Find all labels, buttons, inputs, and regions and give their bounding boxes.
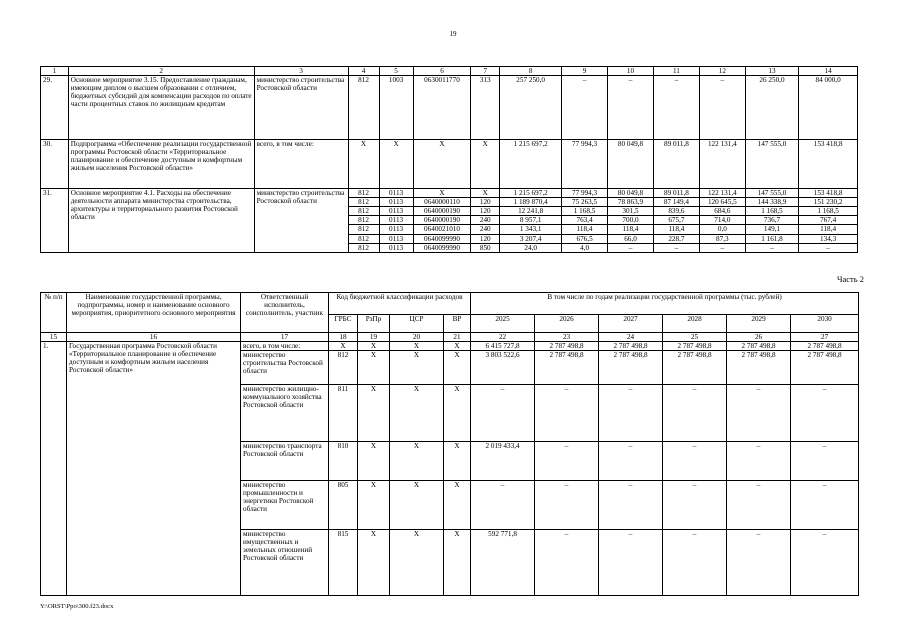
cell-value: 257 250,0 xyxy=(500,76,562,140)
col-number: 17 xyxy=(241,333,329,342)
cell-value: 120 xyxy=(471,198,500,207)
cell-value: 676,5 xyxy=(562,234,608,243)
header-num: № п/п xyxy=(41,293,67,333)
header-year: 2028 xyxy=(663,315,727,333)
cell-value: 1 168,5 xyxy=(799,207,858,216)
cell-value: X xyxy=(390,342,444,351)
cell-value: – xyxy=(727,385,791,442)
cell-value: X xyxy=(444,481,471,530)
part-label: Часть 2 xyxy=(836,274,864,284)
table-row xyxy=(41,140,858,189)
cell-value: 3 207,4 xyxy=(500,234,562,243)
header-year: 2029 xyxy=(727,315,791,333)
cell-value: X xyxy=(444,351,471,385)
cell-value: 87 149,4 xyxy=(653,198,699,207)
cell-value: X xyxy=(379,140,413,189)
col-number: 7 xyxy=(471,67,500,76)
cell-value: 675,7 xyxy=(653,216,699,225)
cell-value: 1 343,1 xyxy=(500,225,562,234)
cell-value: 2 787 498,8 xyxy=(599,342,663,351)
cell-value: – xyxy=(608,76,654,140)
cell-value: – xyxy=(535,442,599,481)
cell-value: 700,0 xyxy=(608,216,654,225)
executor: министерство имущественных и земельных отношений Ростовской области xyxy=(241,530,329,596)
cell-value: 0113 xyxy=(379,243,413,252)
cell-value: 78 863,9 xyxy=(608,198,654,207)
cell-value: – xyxy=(535,481,599,530)
cell-value: X xyxy=(358,342,390,351)
cell-value: 80 049,8 xyxy=(608,189,654,198)
cell-value: 0640000190 xyxy=(413,216,471,225)
executor: министерство жилищно-коммунального хозяйства Ростовской области xyxy=(241,385,329,442)
cell-value: 812 xyxy=(348,198,379,207)
cell-value: 80 049,8 xyxy=(608,140,654,189)
cell-value: X xyxy=(444,342,471,351)
col-number: 23 xyxy=(535,333,599,342)
program-name: Государственная программа Ростовской области «Территориальное планирование и обеспечение доступным и комфортным жильем населения Ростовской области» xyxy=(67,342,241,596)
cell-value: 147 555,0 xyxy=(745,140,798,189)
cell-value: 2 019 433,4 xyxy=(471,442,535,481)
cell-value: – xyxy=(663,442,727,481)
cell-value: 149,1 xyxy=(745,225,798,234)
cell-value: 1 215 697,2 xyxy=(500,140,562,189)
table-row xyxy=(41,189,858,198)
cell-value: 736,7 xyxy=(745,216,798,225)
cell-value: 122 131,4 xyxy=(699,140,745,189)
cell-value: 0113 xyxy=(379,189,413,198)
executor: министерство транспорта Ростовской области xyxy=(241,442,329,481)
cell-value: 313 xyxy=(471,76,500,140)
cell-value: 2 787 498,8 xyxy=(599,351,663,385)
cell-value: 1 189 870,4 xyxy=(500,198,562,207)
col-number: 24 xyxy=(599,333,663,342)
col-number: 3 xyxy=(254,67,348,76)
cell-value: 1003 xyxy=(379,76,413,140)
table-row xyxy=(41,76,858,140)
cell-value: 66,0 xyxy=(608,234,654,243)
cell-value: – xyxy=(699,243,745,252)
cell-value: 89 011,8 xyxy=(653,140,699,189)
col-number: 22 xyxy=(471,333,535,342)
col-number: 14 xyxy=(799,67,858,76)
cell-value: 812 xyxy=(348,225,379,234)
cell-value: 26 250,0 xyxy=(745,76,798,140)
cell-value: 0113 xyxy=(379,216,413,225)
header-name: Наименование государственной программы, подпрограммы, номер и наименование основного мероприятия, приоритетного основного мероприятия xyxy=(67,293,241,333)
cell-value: 0640021010 xyxy=(413,225,471,234)
col-number: 11 xyxy=(653,67,699,76)
col-number: 21 xyxy=(444,333,471,342)
cell-value: 24,0 xyxy=(500,243,562,252)
cell-value: X xyxy=(413,140,471,189)
col-number: 8 xyxy=(500,67,562,76)
cell-value: 147 555,0 xyxy=(745,189,798,198)
cell-value: 118,4 xyxy=(608,225,654,234)
header-executor: Ответственный исполнитель, соисполнитель, участник xyxy=(241,293,329,333)
cell-value: 6 415 727,8 xyxy=(471,342,535,351)
cell-value: 120 645,5 xyxy=(699,198,745,207)
executor: министерство промышленности и энергетики Ростовской области xyxy=(241,481,329,530)
col-number: 9 xyxy=(562,67,608,76)
cell-value: 12 241,8 xyxy=(500,207,562,216)
cell-value: – xyxy=(653,76,699,140)
cell-value: 118,4 xyxy=(562,225,608,234)
row-number: 29. xyxy=(41,76,69,140)
cell-value: – xyxy=(727,530,791,596)
cell-value: X xyxy=(358,442,390,481)
header-row xyxy=(41,293,859,315)
cell-value: – xyxy=(791,385,859,442)
cell-value: X xyxy=(471,189,500,198)
header-vr: ВР xyxy=(444,315,471,333)
cell-value: 592 771,8 xyxy=(471,530,535,596)
cell-value: – xyxy=(608,243,654,252)
executor: всего, в том числе: xyxy=(254,140,348,189)
cell-value: 1 168,5 xyxy=(745,207,798,216)
cell-value: 811 xyxy=(329,385,358,442)
header-year: 2025 xyxy=(471,315,535,333)
cell-value: – xyxy=(727,481,791,530)
cell-value: 1 168,5 xyxy=(562,207,608,216)
cell-value: 0113 xyxy=(379,234,413,243)
cell-value: – xyxy=(535,530,599,596)
header-year: 2026 xyxy=(535,315,599,333)
cell-value: X xyxy=(358,351,390,385)
cell-value: X xyxy=(390,530,444,596)
cell-value: 153 418,8 xyxy=(799,140,858,189)
cell-value: X xyxy=(444,442,471,481)
cell-value: 2 787 498,8 xyxy=(727,342,791,351)
col-number: 18 xyxy=(329,333,358,342)
col-number: 2 xyxy=(68,67,254,76)
column-number-row xyxy=(41,67,858,76)
header-grbs: ГРБС xyxy=(329,315,358,333)
cell-value: 0640099990 xyxy=(413,243,471,252)
cell-value: X xyxy=(358,385,390,442)
cell-value: 812 xyxy=(348,207,379,216)
table-row xyxy=(41,342,859,351)
cell-value: 0640099990 xyxy=(413,234,471,243)
cell-value: 0640000190 xyxy=(413,207,471,216)
col-number: 19 xyxy=(358,333,390,342)
cell-value: 812 xyxy=(348,216,379,225)
cell-value: 839,6 xyxy=(653,207,699,216)
cell-value: X xyxy=(444,530,471,596)
cell-value: X xyxy=(471,140,500,189)
cell-value: 815 xyxy=(329,530,358,596)
cell-value: – xyxy=(471,481,535,530)
cell-value: 0113 xyxy=(379,207,413,216)
cell-value: – xyxy=(699,76,745,140)
col-number: 25 xyxy=(663,333,727,342)
cell-value: 1 215 697,2 xyxy=(500,189,562,198)
cell-value: – xyxy=(799,243,858,252)
header-year: 2027 xyxy=(599,315,663,333)
cell-value: 84 000,0 xyxy=(799,76,858,140)
header-csr: ЦСР xyxy=(390,315,444,333)
cell-value: 763,4 xyxy=(562,216,608,225)
header-years: В том числе по годам реализации государственной программы (тыс. рублей) xyxy=(471,293,859,315)
activity-name: Подпрограмма «Обеспечение реализации государственной программы Ростовской области «Территориальное планирование и обеспечение доступным и комфортным жильем населения Ростовской области» xyxy=(68,140,254,189)
cell-value: 77 994,3 xyxy=(562,189,608,198)
cell-value: 2 787 498,8 xyxy=(791,342,859,351)
cell-value: 75 263,5 xyxy=(562,198,608,207)
col-number: 13 xyxy=(745,67,798,76)
cell-value: 120 xyxy=(471,207,500,216)
col-number: 15 xyxy=(41,333,67,342)
cell-value: X xyxy=(390,351,444,385)
cell-value: 805 xyxy=(329,481,358,530)
row-number: 1. xyxy=(41,342,67,596)
cell-value: X xyxy=(413,189,471,198)
cell-value: 118,4 xyxy=(653,225,699,234)
cell-value: – xyxy=(663,530,727,596)
col-number: 5 xyxy=(379,67,413,76)
cell-value: 8 957,1 xyxy=(500,216,562,225)
col-number: 1 xyxy=(41,67,69,76)
col-number: 16 xyxy=(67,333,241,342)
row-number: 31. xyxy=(41,189,69,253)
col-number: 6 xyxy=(413,67,471,76)
col-number: 10 xyxy=(608,67,654,76)
executor: министерство строительства Ростовской области xyxy=(241,351,329,385)
cell-value: 767,4 xyxy=(799,216,858,225)
cell-value: X xyxy=(444,385,471,442)
cell-value: 812 xyxy=(348,234,379,243)
cell-value: 850 xyxy=(471,243,500,252)
cell-value: X xyxy=(390,385,444,442)
cell-value: X xyxy=(390,442,444,481)
cell-value: 77 994,3 xyxy=(562,140,608,189)
cell-value: 714,0 xyxy=(699,216,745,225)
cell-value: 812 xyxy=(348,189,379,198)
col-number: 26 xyxy=(727,333,791,342)
cell-value: – xyxy=(791,481,859,530)
cell-value: 240 xyxy=(471,216,500,225)
cell-value: X xyxy=(390,481,444,530)
executor: всего, в том числе: xyxy=(241,342,329,351)
cell-value: 153 418,8 xyxy=(799,189,858,198)
cell-value: 240 xyxy=(471,225,500,234)
cell-value: 89 011,8 xyxy=(653,189,699,198)
cell-value: 0,0 xyxy=(699,225,745,234)
cell-value: – xyxy=(535,385,599,442)
cell-value: 3 803 522,6 xyxy=(471,351,535,385)
col-number: 27 xyxy=(791,333,859,342)
cell-value: 122 131,4 xyxy=(699,189,745,198)
cell-value: – xyxy=(745,243,798,252)
header-budget-codes: Код бюджетной классификации расходов xyxy=(329,293,471,315)
cell-value: 810 xyxy=(329,442,358,481)
executor: министерство строительства Ростовской области xyxy=(254,76,348,140)
cell-value: 812 xyxy=(348,76,379,140)
cell-value: – xyxy=(599,385,663,442)
cell-value: 684,6 xyxy=(699,207,745,216)
cell-value: X xyxy=(358,530,390,596)
col-number: 20 xyxy=(390,333,444,342)
cell-value: X xyxy=(358,481,390,530)
cell-value: 2 787 498,8 xyxy=(535,351,599,385)
cell-value: 4,0 xyxy=(562,243,608,252)
cell-value: 134,3 xyxy=(799,234,858,243)
activity-name: Основное мероприятие 3.15. Предоставление гражданам, имеющим диплом о высшем образовании с отличием, бюджетных субсидий для компенсации расходов по оплате части процентных ставок по жилищным кредитам xyxy=(68,76,254,140)
cell-value: 144 338,9 xyxy=(745,198,798,207)
cell-value: 2 787 498,8 xyxy=(791,351,859,385)
cell-value: 812 xyxy=(348,243,379,252)
cell-value: X xyxy=(329,342,358,351)
cell-value: 0113 xyxy=(379,198,413,207)
cell-value: 118,4 xyxy=(799,225,858,234)
col-number: 4 xyxy=(348,67,379,76)
cell-value: – xyxy=(653,243,699,252)
page-number: 19 xyxy=(449,30,457,38)
cell-value: 1 161,8 xyxy=(745,234,798,243)
cell-value: X xyxy=(348,140,379,189)
header-year: 2030 xyxy=(791,315,859,333)
cell-value: 228,7 xyxy=(653,234,699,243)
cell-value: 2 787 498,8 xyxy=(535,342,599,351)
executor: министерство строительства Ростовской области xyxy=(254,189,348,253)
cell-value: – xyxy=(663,385,727,442)
col-number: 12 xyxy=(699,67,745,76)
cell-value: 87,3 xyxy=(699,234,745,243)
cell-value: 0640000110 xyxy=(413,198,471,207)
cell-value: – xyxy=(599,481,663,530)
cell-value: 0113 xyxy=(379,225,413,234)
cell-value: 2 787 498,8 xyxy=(663,351,727,385)
column-number-row xyxy=(41,333,859,342)
cell-value: – xyxy=(791,530,859,596)
row-number: 30. xyxy=(41,140,69,189)
cell-value: 812 xyxy=(329,351,358,385)
cell-value: 0630011770 xyxy=(413,76,471,140)
file-path-footer: Y:\ORST\Ppo\300.f23.docx xyxy=(40,603,114,610)
cell-value: – xyxy=(599,530,663,596)
cell-value: 120 xyxy=(471,234,500,243)
activity-name: Основное мероприятие 4.1. Расходы на обеспечение деятельности аппарата министерства строительства, архитектуры и территориального развития Ростовской области xyxy=(68,189,254,253)
cell-value: – xyxy=(663,481,727,530)
cell-value: – xyxy=(471,385,535,442)
cell-value: – xyxy=(791,442,859,481)
cell-value: 2 787 498,8 xyxy=(663,342,727,351)
cell-value: – xyxy=(562,76,608,140)
cell-value: 151 230,2 xyxy=(799,198,858,207)
cell-value: – xyxy=(727,442,791,481)
cell-value: 301,5 xyxy=(608,207,654,216)
table-part-2 xyxy=(40,292,859,596)
header-rzpr: РзПр xyxy=(358,315,390,333)
cell-value: – xyxy=(599,442,663,481)
cell-value: 2 787 498,8 xyxy=(727,351,791,385)
table-part-1 xyxy=(40,66,858,253)
